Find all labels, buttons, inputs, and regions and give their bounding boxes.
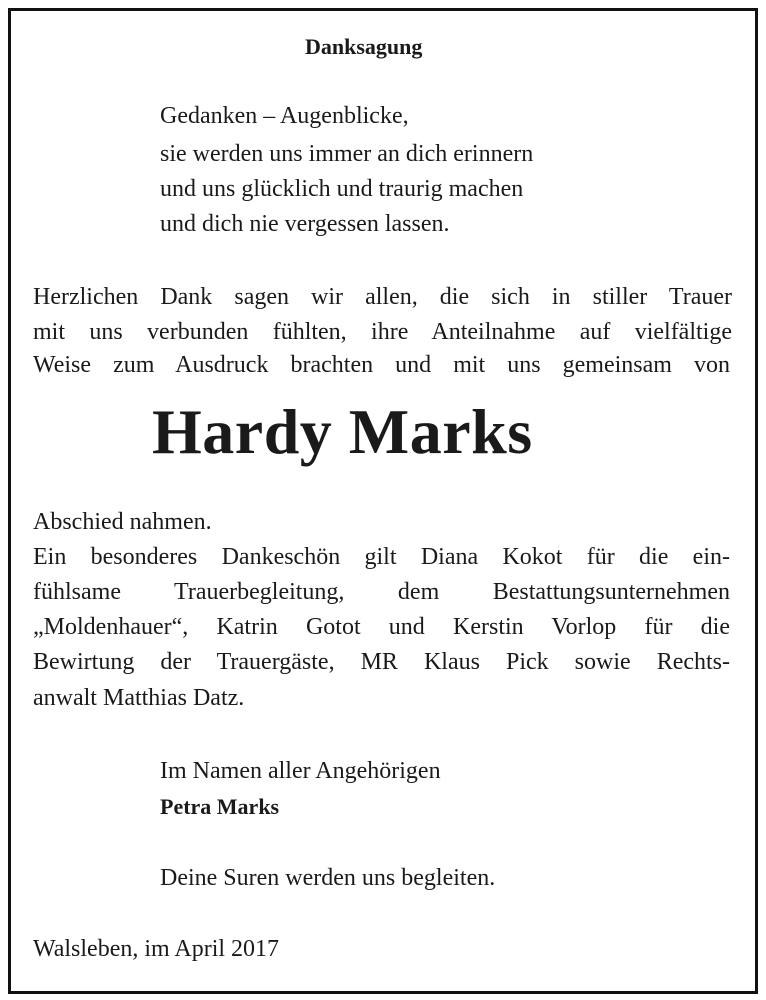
special-thanks-line-2: fühlsame Trauerbegleitung, dem Bestattungsunternehmen <box>33 579 730 605</box>
thanks-line-1: Herzlichen Dank sagen wir allen, die sich in stiller Trauer <box>33 284 732 310</box>
poem-line-3: und uns glücklich und traurig machen <box>160 176 524 202</box>
special-thanks-line-4: Bewirtung der Trauergäste, MR Klaus Pick sowie Rechts- <box>33 649 730 675</box>
special-thanks-line-3: „Moldenhauer“, Katrin Gotot und Kerstin Vorlop für die <box>33 614 730 640</box>
signer-name: Petra Marks <box>160 794 280 819</box>
deceased-name: Hardy Marks <box>152 396 533 467</box>
poem-line-4: und dich nie vergessen lassen. <box>160 211 450 237</box>
poem-line-1: Gedanken – Augenblicke, <box>160 103 409 129</box>
place-date: Walsleben, im April 2017 <box>33 936 280 962</box>
signature-intro: Im Namen aller Angehörigen <box>160 758 441 784</box>
special-thanks-line-5: anwalt Matthias Datz. <box>33 685 245 711</box>
thanks-line-2: mit uns verbunden fühlten, ihre Anteilnahme auf vielfältige <box>33 319 732 345</box>
notice-heading: Danksagung <box>305 34 423 59</box>
poem-line-2: sie werden uns immer an dich erinnern <box>160 141 534 167</box>
closing-line: Deine Suren werden uns begleiten. <box>160 865 496 891</box>
special-thanks-line-1: Ein besonderes Dankeschön gilt Diana Kokot für die ein- <box>33 544 730 570</box>
farewell-line: Abschied nahmen. <box>33 509 212 535</box>
thanks-line-3: Weise zum Ausdruck brachten und mit uns gemeinsam von <box>33 352 730 378</box>
